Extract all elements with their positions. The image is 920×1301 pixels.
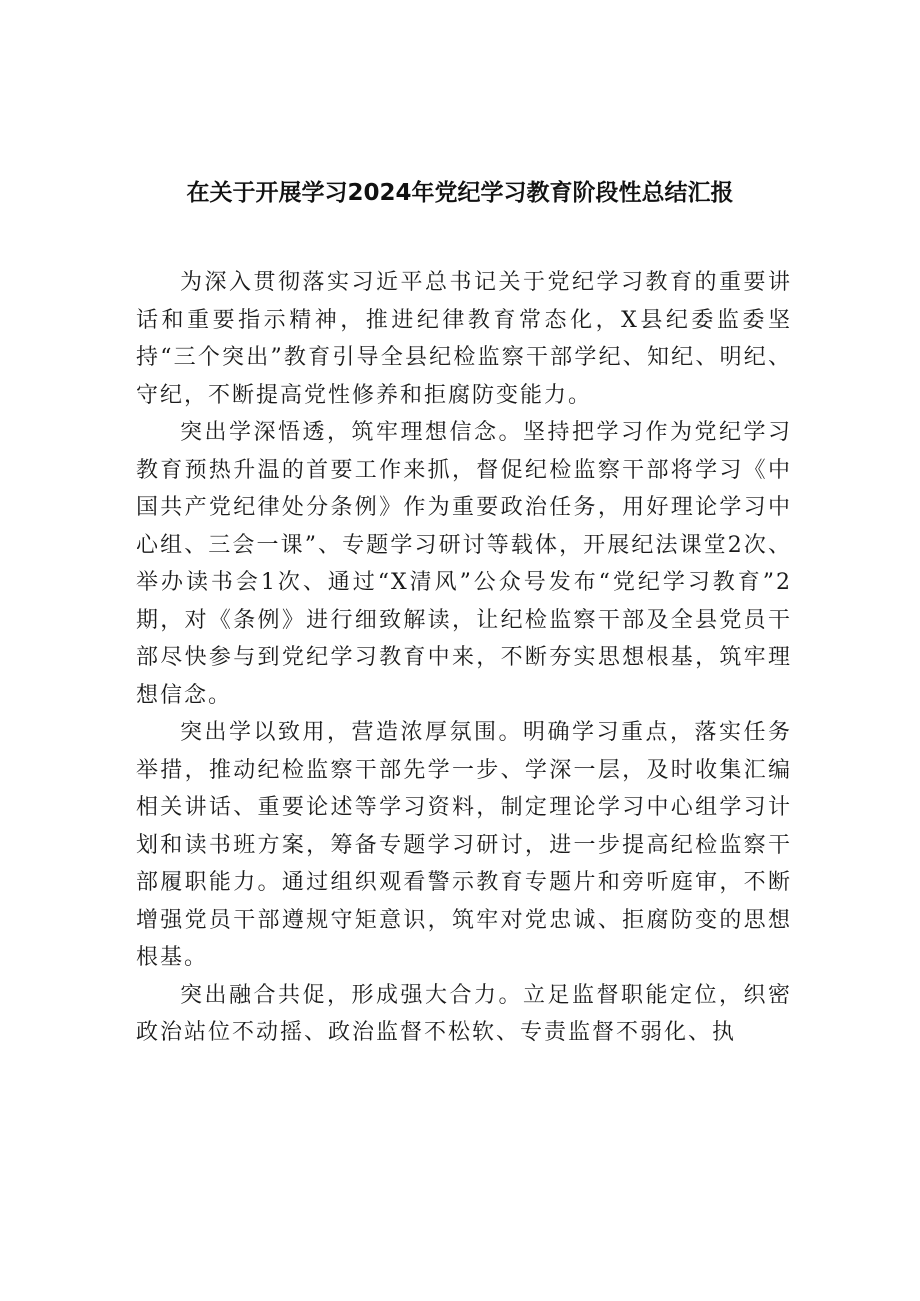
paragraph-apply-learning: 突出学以致用，营造浓厚氛围。明确学习重点，落实任务举措，推动纪检监察干部先学一步、学深一层，及时收集汇编相关讲话、重要论述等学习资料，制定理论学习中心组学习计划和读书班方案，筹备专题学习研讨，进一步提高纪检监察干部履职能力。通过组织观看警示教育专题片和旁听庭审，不断增强党员干部遵规守矩意识，筑牢对党忠诚、拒腐防变的思想根基。 <box>136 720 792 970</box>
document-body <box>136 264 792 1052</box>
paragraph-integration: 突出融合共促，形成强大合力。立足监督职能定位，织密政治站位不动摇、政治监督不松软、专责监督不弱化、执 <box>136 982 792 1045</box>
paragraph-intro: 为深入贯彻落实习近平总书记关于党纪学习教育的重要讲话和重要指示精神，推进纪律教育常态化，X县纪委监委坚持“三个突出”教育引导全县纪检监察干部学纪、知纪、明纪、守纪，不断提高党性修养和拒腐防变能力。 <box>136 270 792 408</box>
paragraph-study-deeply: 突出学深悟透，筑牢理想信念。坚持把学习作为党纪学习教育预热升温的首要工作来抓，督促纪检监察干部将学习《中国共产党纪律处分条例》作为重要政治任务，用好理论学习中心组、三会一课”、专题学习研讨等载体，开展纪法课堂2次、举办读书会1次、通过“X清风”公众号发布“党纪学习教育”2期，对《条例》进行细致解读，让纪检监察干部及全县党员干部尽快参与到党纪学习教育中来，不断夯实思想根基，筑牢理想信念。 <box>136 420 792 708</box>
document-title: 在关于开展学习2024年党纪学习教育阶段性总结汇报 <box>186 180 734 206</box>
